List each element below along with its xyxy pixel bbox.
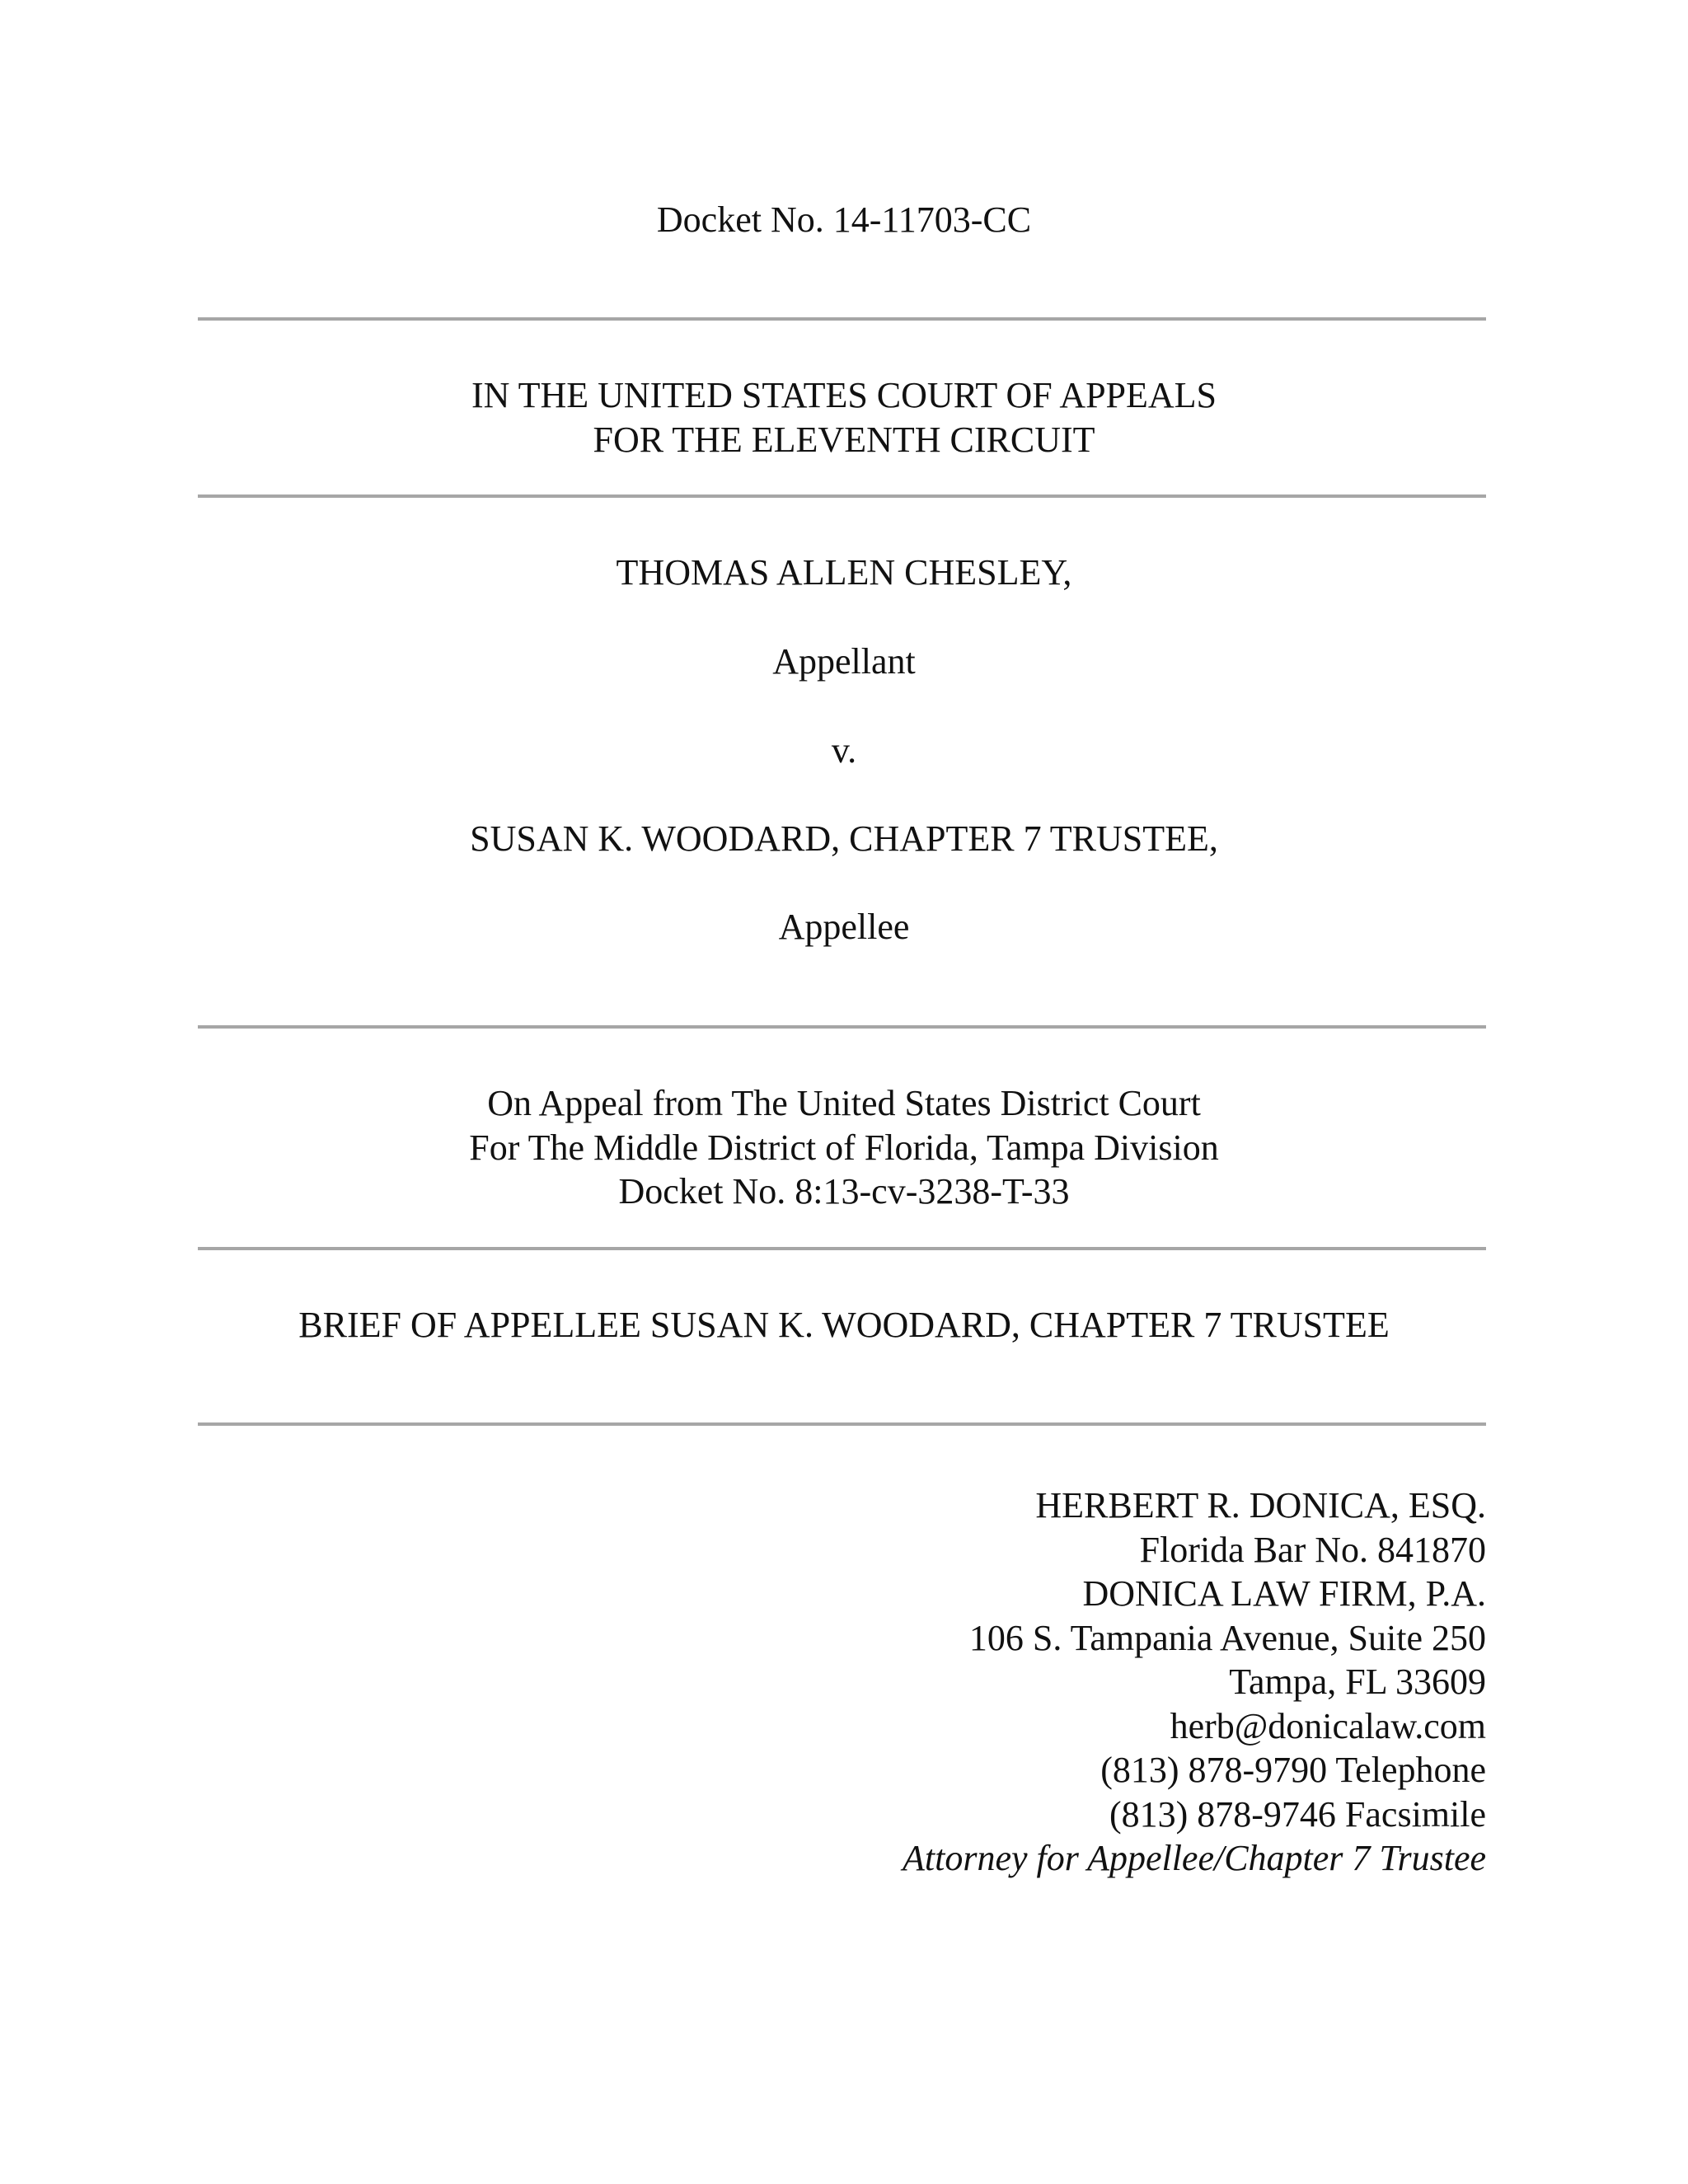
divider-2 (198, 494, 1486, 498)
attorney-bar-number: Florida Bar No. 841870 (1139, 1529, 1486, 1570)
attorney-facsimile: (813) 878-9746 Facsimile (1109, 1793, 1486, 1835)
court-name-line-2: FOR THE ELEVENTH CIRCUIT (593, 419, 1095, 460)
law-firm-name: DONICA LAW FIRM, P.A. (1082, 1573, 1486, 1614)
attorney-telephone: (813) 878-9790 Telephone (1100, 1750, 1486, 1790)
firm-city-state-zip: Tampa, FL 33609 (1229, 1661, 1486, 1702)
divider-4 (198, 1247, 1486, 1250)
docket-number: Docket No. 14-11703-CC (656, 199, 1032, 240)
appellee-name: SUSAN K. WOODARD, CHAPTER 7 TRUSTEE, (470, 818, 1218, 859)
appellee-role: Appellee (778, 907, 910, 947)
appeal-from-line-2: For The Middle District of Florida, Tampa Division (469, 1127, 1219, 1168)
appellant-role: Appellant (772, 641, 916, 682)
divider-3 (198, 1025, 1486, 1029)
firm-street-address: 106 S. Tampania Avenue, Suite 250 (968, 1617, 1486, 1658)
attorney-role: Attorney for Appellee/Chapter 7 Trustee (903, 1838, 1486, 1878)
attorney-name: HERBERT R. DONICA, ESQ. (1035, 1485, 1486, 1526)
court-name-line-1: IN THE UNITED STATES COURT OF APPEALS (471, 375, 1217, 415)
divider-1 (198, 317, 1486, 321)
divider-5 (198, 1422, 1486, 1426)
versus: v. (831, 730, 857, 771)
brief-title: BRIEF OF APPELLEE SUSAN K. WOODARD, CHAPTER 7 TRUSTEE (298, 1305, 1390, 1345)
appeal-from-line-1: On Appeal from The United States District Court (487, 1083, 1201, 1123)
attorney-email: herb@donicalaw.com (1170, 1705, 1486, 1746)
lower-court-docket: Docket No. 8:13-cv-3238-T-33 (618, 1171, 1070, 1212)
appellant-name: THOMAS ALLEN CHESLEY, (616, 552, 1072, 593)
attorney-signature-block (903, 1483, 1486, 1881)
